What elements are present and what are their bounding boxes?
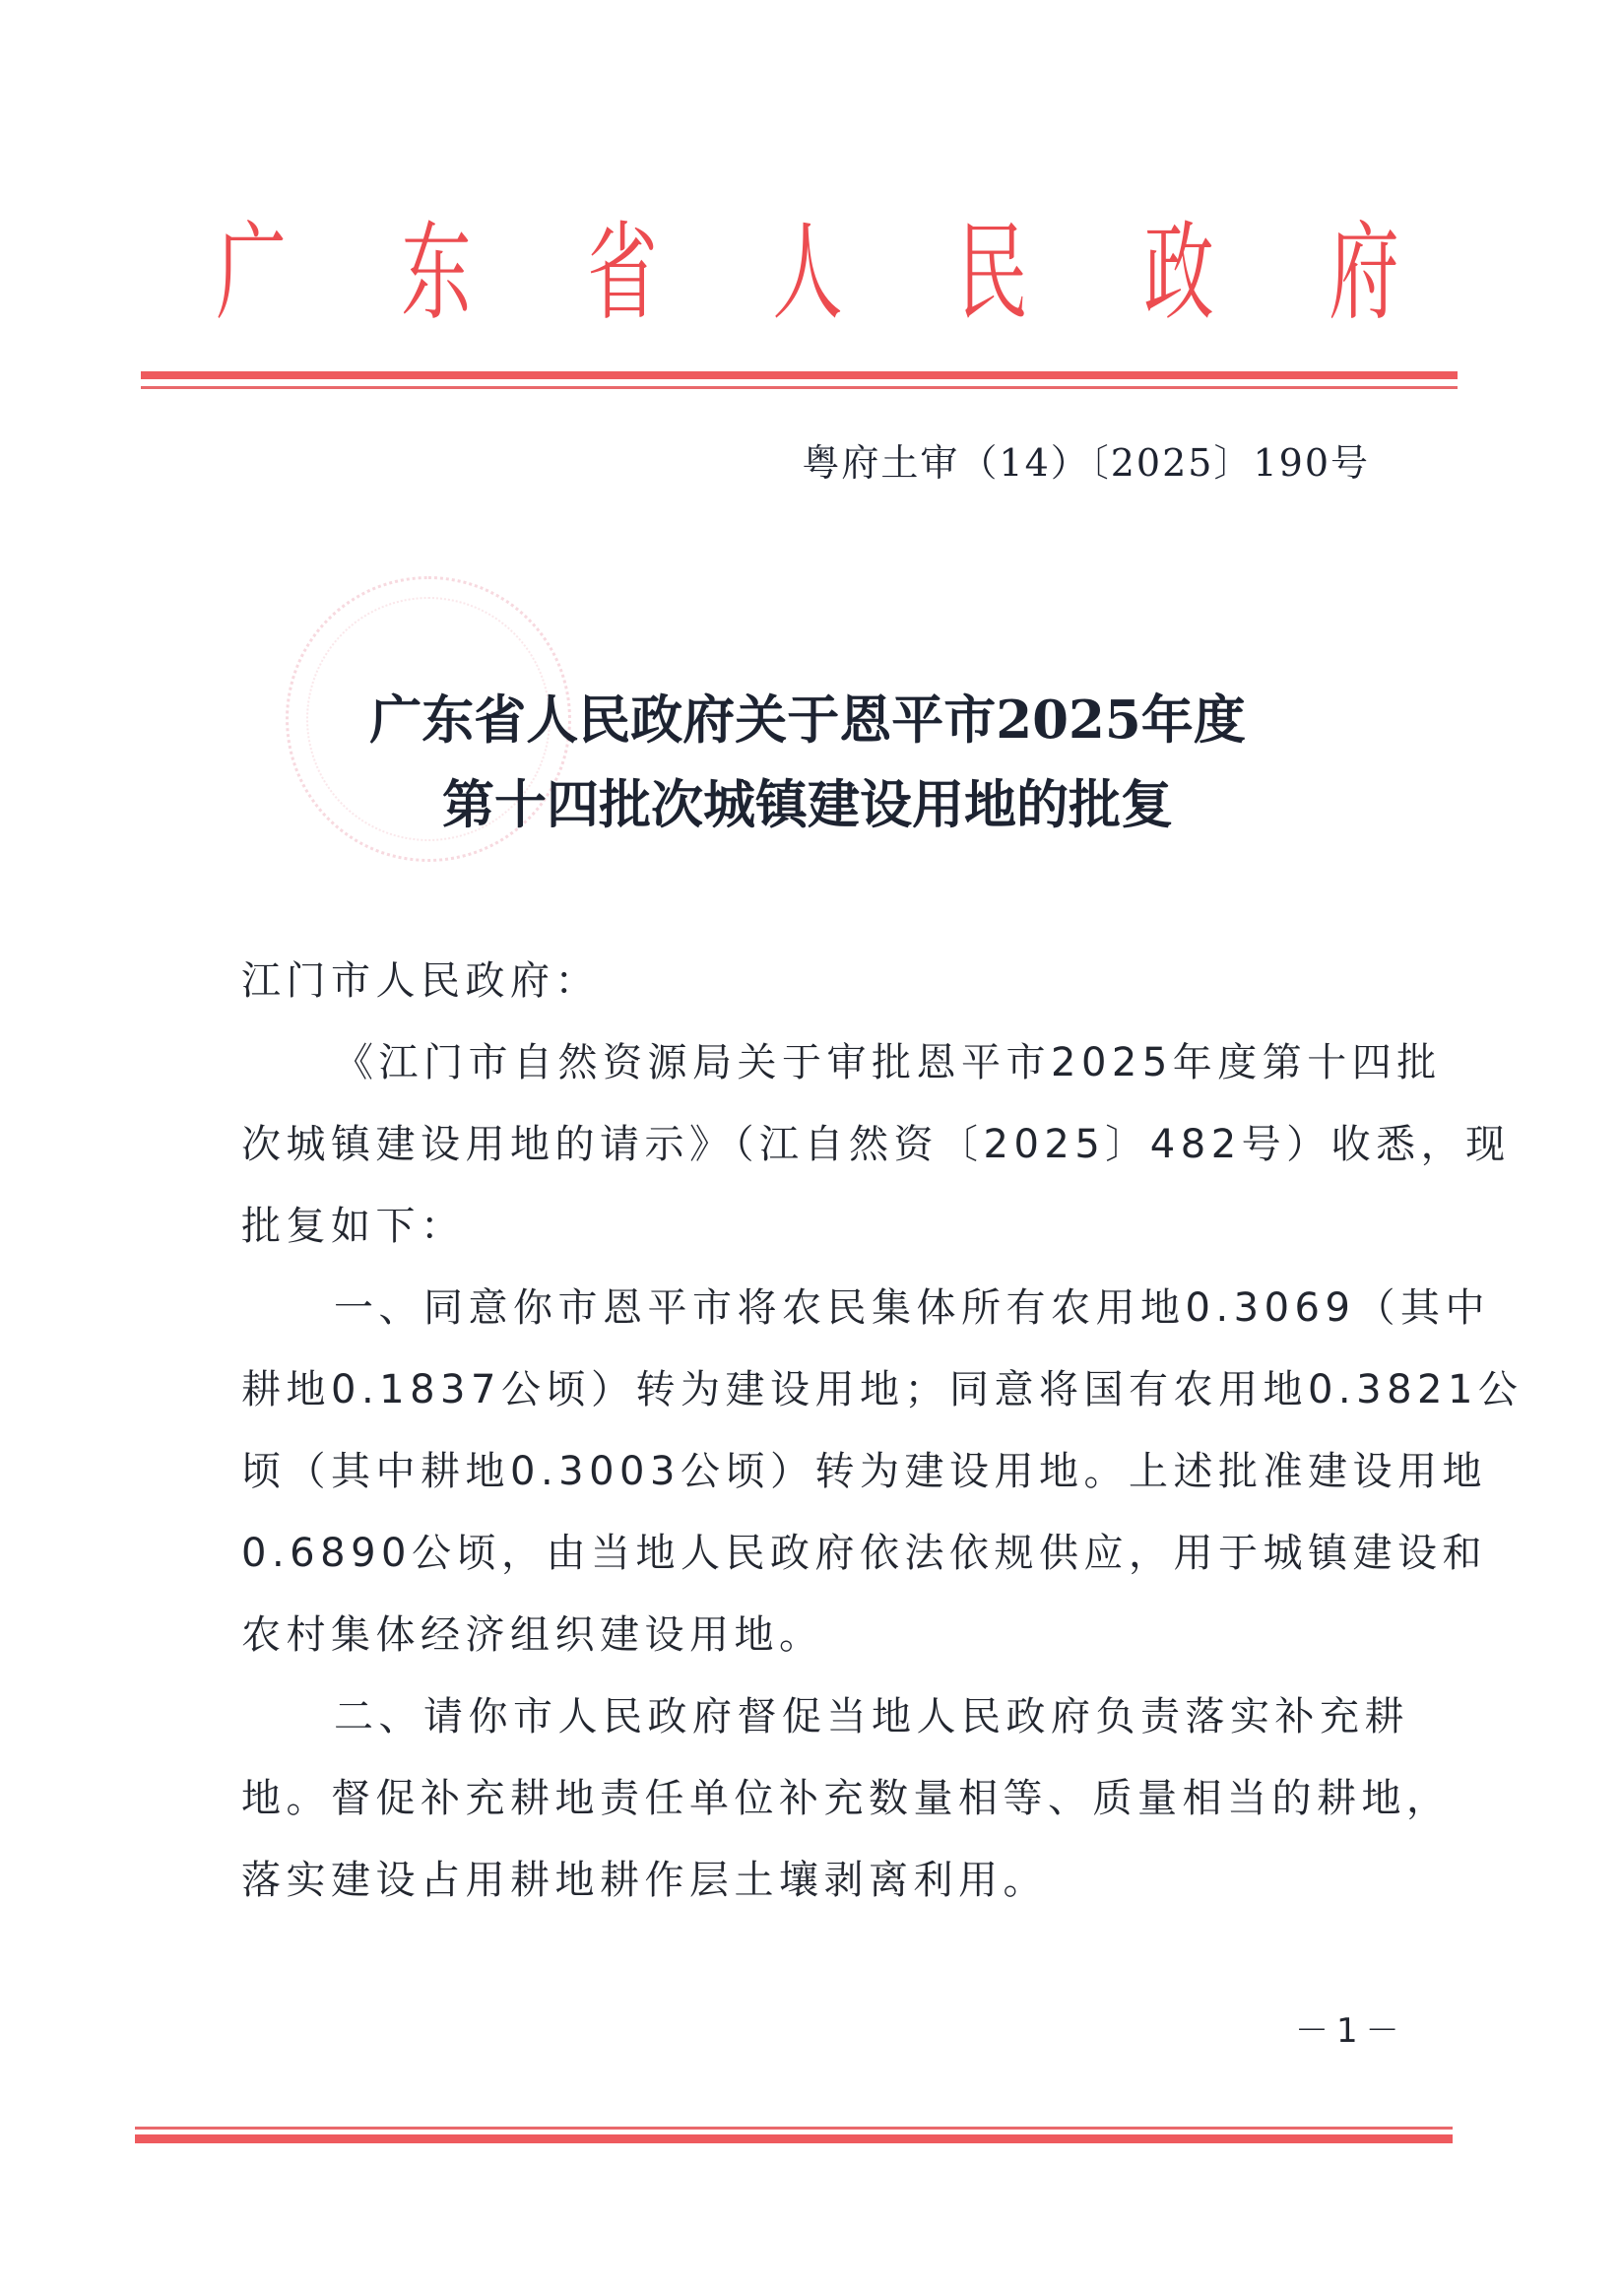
masthead-char: 省: [587, 211, 658, 335]
paragraph-line: 《江门市自然资源局关于审批恩平市2025年度第十四批: [334, 1040, 1442, 1085]
masthead-char: 东: [401, 211, 472, 335]
masthead-rule-thin: [141, 386, 1458, 389]
salutation: 江门市人民政府：: [241, 958, 600, 1004]
masthead-char: 广: [216, 211, 287, 335]
paragraph-line: 二、请你市人民政府督促当地人民政府负责落实补充耕: [334, 1694, 1409, 1739]
paragraph-line: 批复如下：: [241, 1204, 466, 1249]
masthead-rule-thick: [141, 371, 1458, 379]
paragraph-line: 农村集体经济组织建设用地。: [241, 1612, 824, 1658]
document-title: [0, 678, 1621, 847]
paragraph-line: 次城镇建设用地的请示》（江自然资〔2025〕482号）收悉，现: [241, 1122, 1511, 1167]
title-line-2: 第十四批次城镇建设用地的批复: [442, 774, 1173, 835]
masthead-char: 民: [957, 211, 1028, 335]
paragraph-line: 0.6890公顷，由当地人民政府依法依规供应，用于城镇建设和: [241, 1531, 1487, 1576]
masthead-title: [197, 212, 1418, 335]
paragraph-line: 耕地0.1837公顷）转为建设用地；同意将国有农用地0.3821公: [241, 1367, 1524, 1412]
masthead-char: 府: [1329, 211, 1399, 335]
paragraph-line: 落实建设占用耕地耕作层土壤剥离利用。: [241, 1858, 1048, 1903]
footer-rule-thin: [135, 2127, 1453, 2130]
document-body: [241, 941, 1524, 1922]
page-number: －1－: [1295, 2011, 1407, 2051]
title-line-1: 广东省人民政府关于恩平市2025年度: [369, 689, 1246, 751]
paragraph-request-reference: [241, 1022, 1511, 1268]
paragraph-line: 一、同意你市恩平市将农民集体所有农用地0.3069（其中: [334, 1285, 1490, 1331]
footer-rule-thick: [135, 2134, 1453, 2143]
paragraph-item-1: [241, 1268, 1524, 1676]
paragraph-item-2: [241, 1676, 1452, 1922]
paragraph-line: 顷（其中耕地0.3003公顷）转为建设用地。上述批准建设用地: [241, 1449, 1487, 1494]
masthead-char: 人: [772, 211, 843, 335]
masthead-char: 政: [1142, 211, 1214, 335]
document-number: 粤府土审（14）〔2025〕190号: [802, 441, 1370, 485]
paragraph-line: 地。督促补充耕地责任单位补充数量相等、质量相当的耕地，: [241, 1776, 1452, 1821]
